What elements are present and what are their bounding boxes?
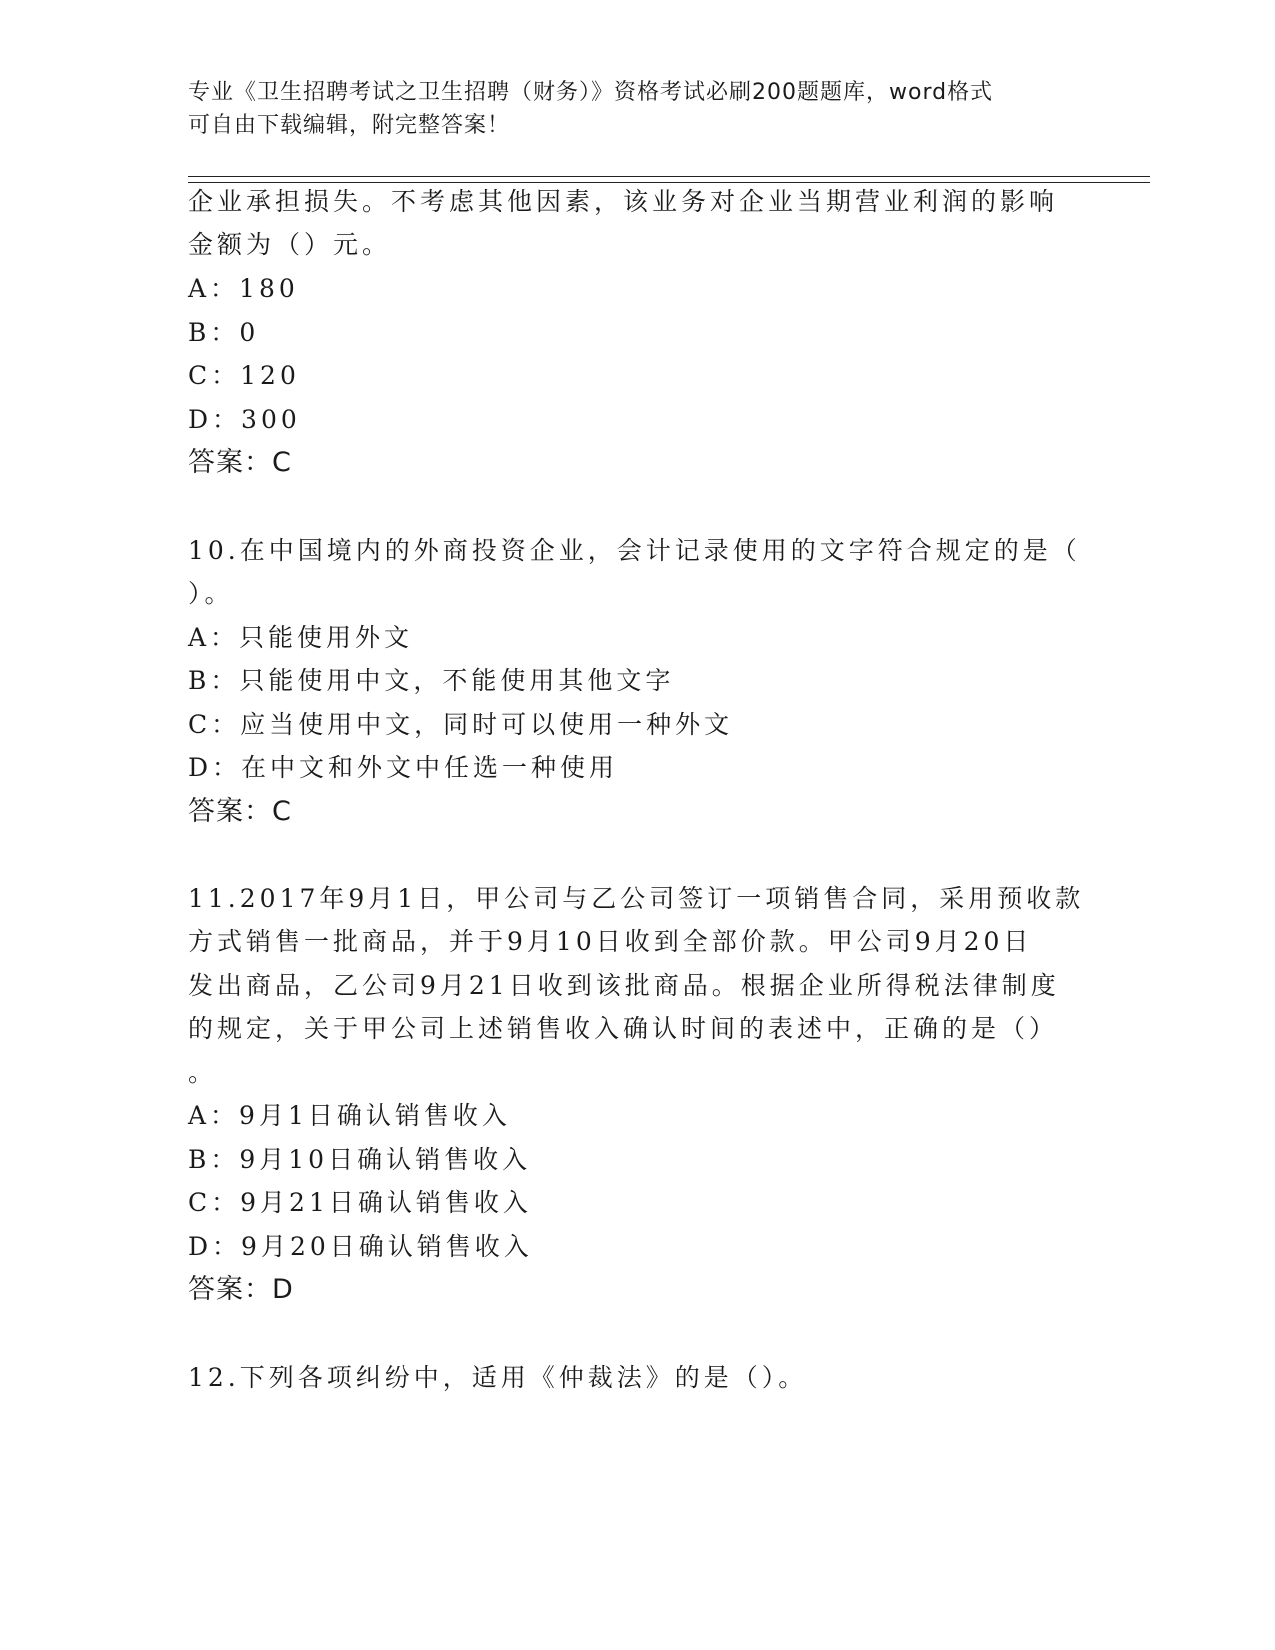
- option-a: A：只能使用外文: [188, 623, 414, 652]
- option-c: C：应当使用中文，同时可以使用一种外文: [188, 710, 734, 739]
- header-divider-bottom: [188, 182, 1150, 183]
- question-text-line: 金额为（）元。: [188, 230, 392, 259]
- option-b: B：9月10日确认销售收入: [188, 1145, 532, 1174]
- document-header: [188, 76, 1088, 142]
- answer: 答案：C: [188, 796, 292, 827]
- question-text-line: 12.下列各项纠纷中，适用《仲裁法》的是（）。: [188, 1363, 808, 1392]
- question-text-line: 方式销售一批商品，并于9月10日收到全部价款。甲公司9月20日: [188, 927, 1033, 956]
- header-line-1: 专业《卫生招聘考试之卫生招聘（财务）》资格考试必刷200题题库，word格式: [188, 80, 994, 105]
- question-text-line: 10.在中国境内的外商投资企业，会计记录使用的文字符合规定的是（: [188, 536, 1081, 565]
- option-b: B：只能使用中文，不能使用其他文字: [188, 666, 675, 695]
- option-c: C：120: [188, 361, 300, 390]
- question-text-line: 企业承担损失。不考虑其他因素，该业务对企业当期营业利润的影响: [188, 187, 1059, 216]
- header-line-2: 可自由下载编辑，附完整答案！: [188, 113, 511, 138]
- question-text-line: 的规定，关于甲公司上述销售收入确认时间的表述中，正确的是（）: [188, 1014, 1059, 1043]
- option-d: D：在中文和外文中任选一种使用: [188, 753, 619, 782]
- option-d: D：300: [188, 405, 301, 434]
- option-b: B：0: [188, 318, 260, 347]
- header-divider-top: [188, 176, 1150, 177]
- option-a: A：180: [188, 274, 299, 303]
- question-text-line: 。: [188, 1058, 218, 1087]
- answer: 答案：D: [188, 1274, 294, 1305]
- question-text-line: ）。: [188, 579, 234, 608]
- answer: 答案：C: [188, 447, 292, 478]
- question-text-line: 发出商品，乙公司9月21日收到该批商品。根据企业所得税法律制度: [188, 971, 1060, 1000]
- option-d: D：9月20日确认销售收入: [188, 1232, 533, 1261]
- question-text-line: 11.2017年9月1日，甲公司与乙公司签订一项销售合同，采用预收款: [188, 884, 1085, 913]
- option-a: A：9月1日确认销售收入: [188, 1101, 511, 1130]
- option-c: C：9月21日确认销售收入: [188, 1188, 532, 1217]
